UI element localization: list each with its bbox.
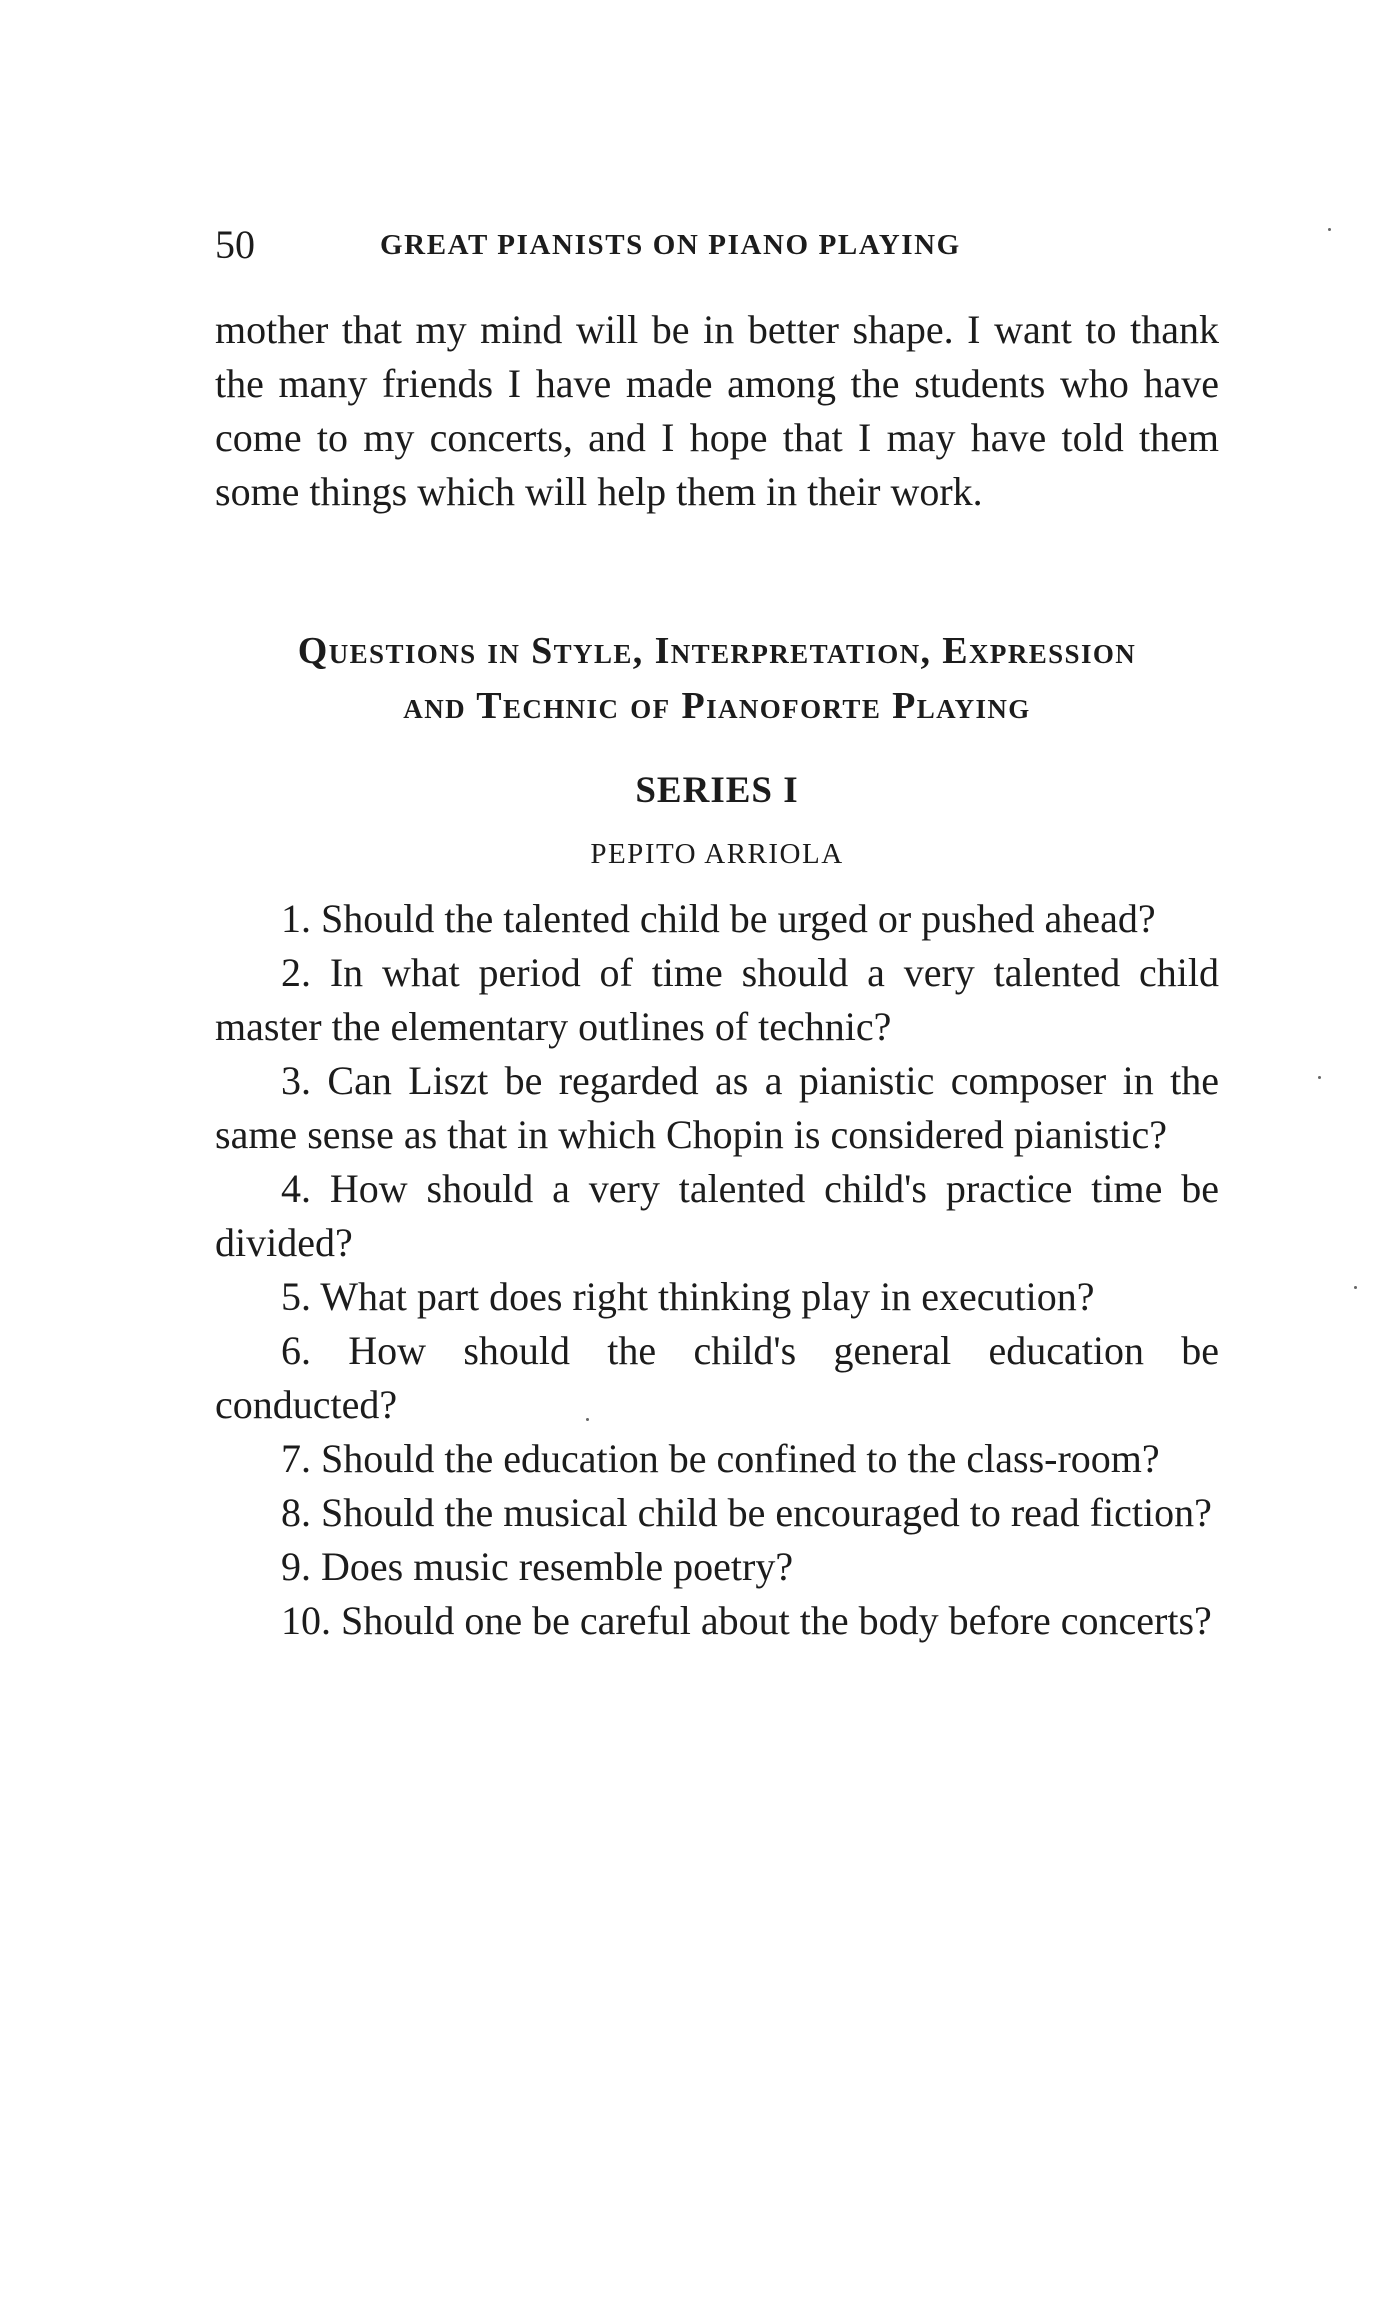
question-item: 5. What part does right thinking play in execution? xyxy=(281,1274,1095,1319)
series-author: PEPITO ARRIOLA xyxy=(590,838,844,870)
question-item: 2. In what period of time should a very talented child master the elementary outlines of technic? xyxy=(215,950,1219,1049)
paper-speck xyxy=(586,1418,589,1421)
question-list xyxy=(215,892,1219,1648)
question-item: 1. Should the talented child be urged or pushed ahead? xyxy=(281,896,1156,941)
question-item: 6. How should the child's general education be conducted? xyxy=(215,1328,1219,1427)
question-item: 10. Should one be careful about the body before concerts? xyxy=(281,1598,1212,1643)
paper-speck xyxy=(1328,228,1331,231)
paper-speck xyxy=(1354,1286,1357,1289)
question-item: 7. Should the education be confined to the class-room? xyxy=(281,1436,1160,1481)
section-heading-line-1: Questions in Style, Interpretation, Expression xyxy=(297,630,1137,672)
series-title: SERIES I xyxy=(635,770,799,811)
running-head xyxy=(215,222,1215,268)
question-item: 4. How should a very talented child's practice time be divided? xyxy=(215,1166,1219,1265)
question-item: 3. Can Liszt be regarded as a pianistic composer in the same sense as that in which Chopin is considered pianistic? xyxy=(215,1058,1219,1157)
page-number: 50 xyxy=(215,222,255,267)
section-heading xyxy=(215,624,1219,734)
intro-paragraph: mother that my mind will be in better shape. I want to thank the many friends I have made among the students who have come to my concerts, and I hope that I may have told them some things which will help them in their work. xyxy=(215,307,1219,514)
question-item: 9. Does music resemble poetry? xyxy=(281,1544,794,1589)
running-head-title: GREAT PIANISTS ON PIANO PLAYING xyxy=(380,229,961,261)
section-heading-line-2: and Technic of Pianoforte Playing xyxy=(403,685,1031,727)
paper-speck xyxy=(1318,1076,1321,1079)
question-item: 8. Should the musical child be encouraged to read fiction? xyxy=(281,1490,1212,1535)
